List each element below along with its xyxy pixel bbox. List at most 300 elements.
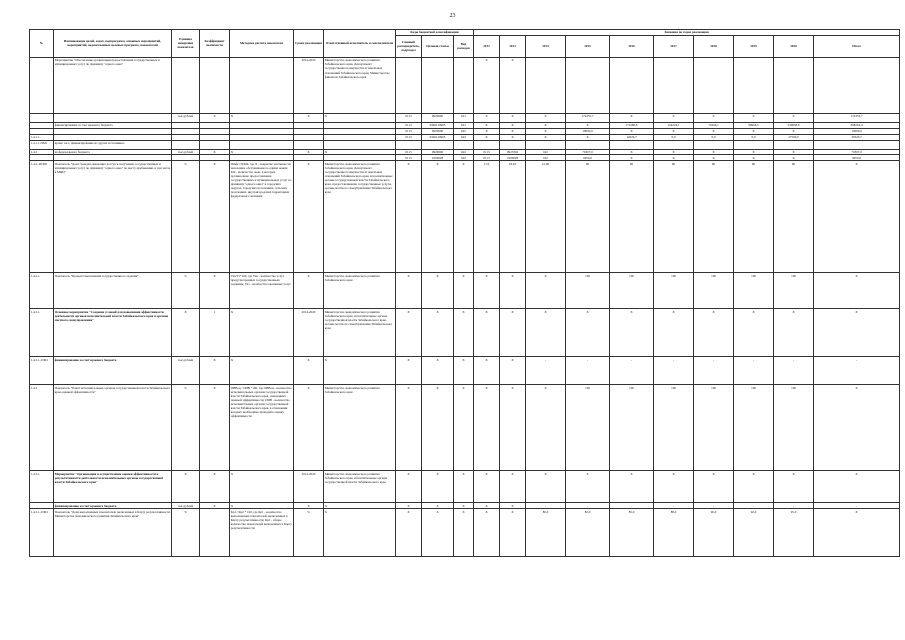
code-vr-cell: X — [454, 273, 474, 309]
value-cell: X — [474, 128, 500, 134]
value-cell: X — [694, 128, 734, 134]
code-gl-cell: 0113 — [396, 149, 422, 155]
value-cell — [694, 57, 734, 113]
total-cell: 174355,7 — [814, 113, 900, 122]
terms-cell: X — [294, 161, 324, 273]
value-cell: 90 — [654, 161, 694, 273]
row-number — [30, 113, 54, 122]
table-row — [30, 309, 900, 357]
code-cs-cell: X — [422, 385, 454, 471]
total-cell: X — [814, 385, 900, 471]
row-name: Показатель "Процент выполнения государственного задания" — [54, 273, 172, 309]
value-cell: 9950,0 — [566, 155, 610, 161]
value-cell: 18,63 — [500, 161, 526, 273]
row-name — [54, 113, 172, 122]
header-coef: Коэффициент значимости — [200, 30, 230, 58]
header-num: № — [30, 30, 54, 58]
value-cell: - — [734, 357, 774, 385]
code-gl-cell: X — [396, 309, 422, 357]
responsible-cell: Министерство экономического развития Забайкальского края, исполнительные органы государственной власти Забайкальского края — [324, 471, 396, 503]
coef-cell: X — [200, 503, 230, 509]
method-cell: X — [230, 357, 294, 385]
row-number: 1.4.3 — [30, 385, 54, 471]
value-cell: X — [500, 113, 526, 122]
code-cs-cell: X — [422, 471, 454, 503]
value-cell — [694, 140, 734, 149]
method-cell: Ухв/Уr*100, где Ухв - количество услуг, предусмотренных государственным заданием, Ухз - количество оказанных услуг — [230, 273, 294, 309]
terms-cell: X — [294, 503, 324, 509]
value-cell: X — [474, 113, 500, 122]
code-gl-cell: X — [396, 357, 422, 385]
table-row — [30, 140, 900, 149]
header-code-gl: Главный распорядитель, подраздел — [396, 35, 422, 57]
row-name: финансирование за счет краевого бюджета — [54, 122, 172, 128]
code-cs-cell: 0929900 — [422, 128, 454, 134]
method-cell — [230, 140, 294, 149]
value-cell — [500, 140, 526, 149]
row-name: Показатель "Доля выполненных показателей, включенных в Карту результативности Министерства экономического развития Забайкальского края" — [54, 509, 172, 557]
value-cell — [654, 57, 694, 113]
code-gl-cell: X — [396, 273, 422, 309]
row-number: 1.4.2.-ПОИ1 — [30, 161, 54, 273]
unit-cell: тыс.рублей — [172, 357, 200, 385]
method-cell: X — [230, 309, 294, 357]
table-body — [30, 57, 900, 556]
row-number: 1.4.2.1.-ПМ1 — [30, 509, 54, 557]
method-cell: ОИВоц / ОИВ *100, где ОИВоц - количество исполнительных органов государственной власти Забайкальского края, охваченных оценкой эффективности; ОИВ - количество исполнительных органов государственной власти Забайкальского края, в отношении которых необходимо проводить оценку эффективности — [230, 385, 294, 471]
header-year: 2019 — [734, 35, 774, 57]
code-cs-cell: X — [422, 161, 454, 273]
unit-cell: X — [172, 309, 200, 357]
header-method: Методика расчета показателя — [230, 30, 294, 58]
code-gl-cell: X — [396, 471, 422, 503]
value-cell: X — [734, 149, 774, 155]
value-cell: X — [474, 385, 500, 471]
value-cell: X — [500, 134, 526, 140]
value-cell: 0113 — [474, 149, 500, 155]
value-cell: 100 — [566, 385, 610, 471]
value-cell: X — [474, 471, 500, 503]
row-number: 1.4.2.1. — [30, 273, 54, 309]
total-cell: 9950,0 — [814, 155, 900, 161]
value-cell — [526, 140, 566, 149]
value-cell: 0,0 — [654, 134, 694, 140]
value-cell: - — [654, 357, 694, 385]
value-cell: - — [654, 503, 694, 509]
total-cell: - — [814, 357, 900, 385]
row-name: Основное мероприятие "Создание условий для повышения эффективности деятельности органов исполнительной власти Забайкальского края и органов местного самоуправления" — [54, 309, 172, 357]
code-gl-cell: 0113 — [396, 128, 422, 134]
header-year: 2018 — [694, 35, 734, 57]
table-row — [30, 471, 900, 503]
terms-cell: 2014-2020 — [294, 57, 324, 113]
code-cs-cell: X — [422, 503, 454, 509]
value-cell: 90904,5 — [734, 122, 774, 128]
total-cell: X — [814, 471, 900, 503]
value-cell: 100 — [694, 385, 734, 471]
method-cell: Пmфc=Ч/Кm, где Ч - покрытие численности населения, обслуживаемого одним окном; Кm - количество окон, в которых организовано предоставление государственных и муниципальных услуг по принципу "одного окна" в городских округах, городских поселениях, сельских поселениях, внутригородских территориях федерального значения — [230, 161, 294, 273]
unit-cell: % — [172, 273, 200, 309]
code-vr-cell: X — [454, 309, 474, 357]
value-cell: 92,0 — [734, 509, 774, 557]
value-cell — [774, 140, 814, 149]
value-cell: X — [774, 471, 814, 503]
table-row — [30, 273, 900, 309]
responsible-cell: Министерство экономического развития Забайкальского края — [324, 385, 396, 471]
value-cell: 171680,6 — [610, 122, 654, 128]
value-cell — [566, 57, 610, 113]
terms-cell: X — [294, 385, 324, 471]
code-cs-cell: X — [422, 357, 454, 385]
coef-cell: X — [200, 149, 230, 155]
total-cell: X — [814, 273, 900, 309]
method-cell: X — [230, 471, 294, 503]
value-cell: X — [654, 471, 694, 503]
value-cell — [566, 140, 610, 149]
header-year: 2017 — [654, 35, 694, 57]
header-year: 2016 — [610, 35, 654, 57]
table-row — [30, 357, 900, 385]
code-vr-cell: X — [454, 357, 474, 385]
code-vr-cell — [454, 57, 474, 113]
responsible-cell: Министерство экономического развития Забайкальского края — [324, 273, 396, 309]
value-cell: 100 — [734, 273, 774, 309]
method-cell: X — [230, 113, 294, 122]
value-cell: 0,0 — [694, 134, 734, 140]
code-vr-cell: 622 — [454, 149, 474, 155]
value-cell: X — [734, 113, 774, 122]
code-cs-cell: X — [422, 509, 454, 557]
value-cell: X — [774, 113, 814, 122]
value-cell: X — [566, 471, 610, 503]
value-cell — [610, 57, 654, 113]
value-cell: - — [774, 503, 814, 509]
value-cell: X — [526, 273, 566, 309]
terms-cell — [294, 140, 324, 149]
value-cell: X — [774, 309, 814, 357]
value-cell: 100 — [774, 385, 814, 471]
terms-cell: 2014-2020 — [294, 471, 324, 503]
value-cell: 74506,1 — [694, 122, 734, 128]
unit-cell — [172, 57, 200, 113]
code-vr-cell: X — [454, 385, 474, 471]
value-cell: X — [694, 113, 734, 122]
value-cell: X — [654, 155, 694, 161]
page-number: 23 — [449, 13, 456, 19]
unit-cell: тыс.рублей — [172, 113, 200, 122]
value-cell: X — [474, 509, 500, 557]
value-cell: 11,9 — [474, 161, 500, 273]
terms-cell: X — [294, 113, 324, 122]
code-gl-cell — [396, 140, 422, 149]
row-number: 1.4.1.1- — [30, 134, 54, 140]
value-cell: - — [694, 357, 734, 385]
value-cell: X — [610, 155, 654, 161]
table-row — [30, 385, 900, 471]
unit-cell: % — [172, 385, 200, 471]
terms-cell: X — [294, 357, 324, 385]
value-cell: 174355,7 — [566, 113, 610, 122]
value-cell: X — [774, 155, 814, 161]
value-cell: 80,0 — [526, 509, 566, 557]
value-cell: X — [774, 128, 814, 134]
code-cs-cell — [422, 140, 454, 149]
coef-cell: X — [200, 385, 230, 471]
value-cell: X — [500, 57, 526, 113]
total-cell: 39520,7 — [814, 134, 900, 140]
value-cell: 0923302 — [500, 149, 526, 155]
value-cell: 90,0 — [694, 509, 734, 557]
code-vr-cell: 622 — [454, 155, 474, 161]
total-cell — [814, 57, 900, 113]
value-cell: 90 — [610, 161, 654, 273]
value-cell: X — [526, 122, 566, 128]
code-cs-cell: X — [422, 309, 454, 357]
value-cell: - — [610, 503, 654, 509]
value-cell: 622 — [526, 155, 566, 161]
row-name: Показатель "Доля граждан, имеющих доступ к получению государственных и муниципальных услуг по принципу "одного окна" по месту пребывания, в том числе в МФЦ" — [54, 161, 172, 273]
header-code-cs: Целевая статья — [422, 35, 454, 57]
header-year: 2020 — [774, 35, 814, 57]
code-gl-cell: X — [396, 385, 422, 471]
value-cell: X — [500, 128, 526, 134]
code-vr-cell: X — [454, 509, 474, 557]
value-cell: X — [694, 309, 734, 357]
code-vr-cell: 621 — [454, 113, 474, 122]
terms-cell: % — [294, 509, 324, 557]
header-year: 2013 — [500, 35, 526, 57]
code-vr-cell: X — [454, 161, 474, 273]
value-cell: 0,0 — [734, 134, 774, 140]
row-name: из федерального бюджета — [54, 149, 172, 155]
value-cell: X — [500, 385, 526, 471]
value-cell: X — [526, 385, 566, 471]
row-number: 1.4.2.1. — [30, 309, 54, 357]
value-cell: X — [474, 122, 500, 128]
row-name: Мероприятие "Организация и осуществление оценки эффективности и результативности деятельности исполнительных органов государственной власти Забайкальского края" — [54, 471, 172, 503]
value-cell: 12020,7 — [610, 134, 654, 140]
row-name: кроме того, финансирование из других источников: — [54, 140, 172, 149]
value-cell: 85,0 — [610, 509, 654, 557]
value-cell: X — [694, 149, 734, 155]
total-cell: 698262,4 — [814, 122, 900, 128]
value-cell: X — [610, 471, 654, 503]
value-cell: - — [610, 357, 654, 385]
responsible-cell — [324, 140, 396, 149]
code-gl-cell: X — [396, 503, 422, 509]
value-cell: X — [474, 57, 500, 113]
value-cell: 100 — [566, 273, 610, 309]
value-cell: X — [500, 471, 526, 503]
coef-cell: X — [200, 113, 230, 122]
header-responsible: Ответственный исполнитель и соисполнители — [324, 30, 396, 58]
coef-cell — [200, 509, 230, 557]
total-cell: X — [814, 161, 900, 273]
unit-cell: % — [172, 161, 200, 273]
responsible-cell: Министерство экономического развития Забайкальского края, Департамент государственного имущества и земельных отношений Забайкальского края, исполнительные органы государственной власти Забайкальского края, предоставляющие государственные услуги, органы местного самоуправления Забайкальского края — [324, 161, 396, 273]
value-cell: X — [566, 134, 610, 140]
code-gl-cell: 0113 — [396, 122, 422, 128]
value-cell: X — [500, 122, 526, 128]
header-name: Наименование целей, задач, подпрограмм, основных мероприятий, мероприятий, ведомственных целевых программ, показателей — [54, 30, 172, 58]
header-total: Итого — [814, 35, 900, 57]
value-cell: - — [774, 357, 814, 385]
code-cs-cell: X — [422, 273, 454, 309]
table-row — [30, 509, 900, 557]
value-cell: 70307,0 — [566, 149, 610, 155]
value-cell: 100 — [610, 273, 654, 309]
unit-cell: X — [172, 471, 200, 503]
code-vr-cell: 621 — [454, 122, 474, 128]
value-cell: X — [474, 357, 500, 385]
value-cell: 88,0 — [654, 509, 694, 557]
method-cell — [230, 57, 294, 113]
value-cell: X — [474, 503, 500, 509]
value-cell: - — [566, 503, 610, 509]
header-terms: Сроки реализации — [294, 30, 324, 58]
value-cell: X — [610, 149, 654, 155]
value-cell: X — [500, 309, 526, 357]
value-cell: X — [474, 134, 500, 140]
total-cell: 70307,0 — [814, 149, 900, 155]
unit-cell — [172, 140, 200, 149]
row-number: 1.4.2.1.-ПМ1 — [30, 357, 54, 385]
value-cell: X — [526, 113, 566, 122]
code-vr-cell: X — [454, 503, 474, 509]
header-year: 2014 — [526, 35, 566, 57]
responsible-cell: Министерство экономического развития Забайкальского края, Департамент государственного имущества и земельных отношений Забайкальского края, Министерство финансов Забайкальского края — [324, 57, 396, 113]
value-cell: 100 — [610, 385, 654, 471]
code-vr-cell: 622 — [454, 128, 474, 134]
row-name: финансирование за счет краевого бюджета — [54, 503, 172, 509]
table-row — [30, 161, 900, 273]
value-cell — [734, 57, 774, 113]
value-cell: X — [654, 113, 694, 122]
value-cell: X — [500, 273, 526, 309]
value-cell — [734, 140, 774, 149]
row-name: Показатель "Охват исполнительных органов государственной власти Забайкальского края оценкой эффективности" — [54, 385, 172, 471]
value-cell: X — [694, 155, 734, 161]
code-cs-cell: 0929900 — [422, 113, 454, 122]
value-cell: X — [734, 128, 774, 134]
value-cell: 27500,0 — [774, 134, 814, 140]
coef-cell: X — [200, 471, 230, 503]
code-vr-cell: X — [454, 471, 474, 503]
value-cell: 41,00 — [526, 161, 566, 273]
value-cell: X — [654, 149, 694, 155]
coef-cell: X — [200, 161, 230, 273]
value-cell: X — [654, 309, 694, 357]
unit-cell: тыс.рублей — [172, 149, 200, 155]
value-cell: 95,0 — [774, 509, 814, 557]
code-gl-cell: X — [396, 509, 422, 557]
unit-cell: % — [172, 509, 200, 557]
value-cell: - — [526, 357, 566, 385]
value-cell: - — [734, 503, 774, 509]
value-cell: X — [734, 155, 774, 161]
value-cell: X — [734, 309, 774, 357]
value-cell: X — [610, 309, 654, 357]
method-cell: Кр1 / Кр2 * 100, где Кр1 - количество выполненных показателей, включенных в Карту результативности; Кр2 - общее количество показателей включенных в Карту результативности — [230, 509, 294, 557]
row-number: 1.4.2 — [30, 149, 54, 155]
method-cell: X — [230, 149, 294, 155]
code-gl-cell: X — [396, 161, 422, 273]
value-cell: X — [734, 471, 774, 503]
responsible-cell: X — [324, 113, 396, 122]
total-cell: X — [814, 509, 900, 557]
code-gl-cell: 0113 — [396, 155, 422, 161]
header-year: 2012 — [474, 35, 500, 57]
value-cell: 100 — [734, 385, 774, 471]
value-cell: X — [774, 149, 814, 155]
value-cell — [474, 140, 500, 149]
row-number: 1.4.1.1-ПМ1 — [30, 140, 54, 149]
value-cell: X — [500, 509, 526, 557]
responsible-cell: X — [324, 149, 396, 155]
header-year-values: Значения по годам реализации — [474, 30, 900, 36]
value-cell: - — [526, 503, 566, 509]
table-row — [30, 113, 900, 122]
terms-cell: X — [294, 149, 324, 155]
value-cell: X — [474, 309, 500, 357]
responsible-cell: Министерство экономического развития Забайкальского края, исполнительные органы государственной власти Забайкальского края, органы местного самоуправления Забайкальского края — [324, 309, 396, 357]
value-cell: 100 — [654, 273, 694, 309]
responsible-cell: X — [324, 503, 396, 509]
code-cs-cell: 0340110905 — [422, 122, 454, 128]
value-cell — [526, 57, 566, 113]
responsible-cell: X — [324, 357, 396, 385]
code-cs-cell: 0340110905 — [422, 134, 454, 140]
value-cell: 90 — [774, 161, 814, 273]
value-cell: X — [526, 128, 566, 134]
value-cell: X — [610, 113, 654, 122]
method-cell: X — [230, 503, 294, 509]
code-gl-cell: 0113 — [396, 113, 422, 122]
value-cell: X — [654, 128, 694, 134]
code-cs-cell: 0929900 — [422, 149, 454, 155]
coef-cell: 1 — [200, 309, 230, 357]
value-cell — [774, 57, 814, 113]
row-number — [30, 57, 54, 113]
total-cell: - — [814, 503, 900, 509]
total-cell: X — [814, 309, 900, 357]
code-gl-cell: 0113 — [396, 134, 422, 140]
value-cell: X — [566, 122, 610, 128]
value-cell: 104224,1 — [654, 122, 694, 128]
responsible-cell: X — [324, 509, 396, 557]
program-table — [29, 29, 900, 557]
value-cell: X — [526, 309, 566, 357]
value-cell: X — [566, 309, 610, 357]
value-cell: X — [694, 471, 734, 503]
header-year: 2015 — [566, 35, 610, 57]
value-cell — [654, 140, 694, 149]
table-row — [30, 57, 900, 113]
value-cell: 1000028 — [500, 155, 526, 161]
value-cell: 622 — [526, 149, 566, 155]
value-cell: X — [500, 503, 526, 509]
code-cs-cell — [422, 57, 454, 113]
value-cell: 0113 — [474, 155, 500, 161]
row-name: Мероприятие "Обеспечение организации предоставления государственных и муниципальных услуг по принципу "одного окна" — [54, 57, 172, 113]
code-cs-cell: 1000028 — [422, 155, 454, 161]
terms-cell: 2014-2020 — [294, 309, 324, 357]
code-vr-cell: 622 — [454, 134, 474, 140]
coef-cell: X — [200, 273, 230, 309]
coef-cell: X — [200, 357, 230, 385]
coef-cell — [200, 57, 230, 113]
value-cell: X — [610, 128, 654, 134]
